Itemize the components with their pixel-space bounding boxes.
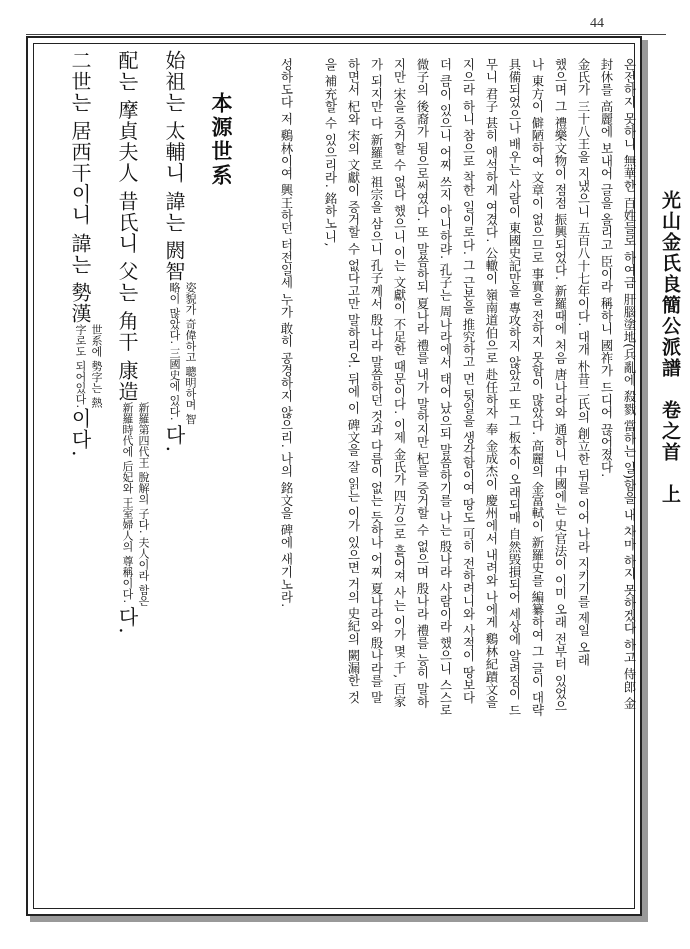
- note-col: 字로도 되어있다.: [74, 324, 87, 409]
- prose-line: 더 큼이 있으니 어찌 쓰지 아니하랴. 孔子는 周나라에서 태어 났으되 말씀하기를 나는 殷나라 사람이라 했으니 스스로: [438, 58, 453, 717]
- note-col: 略이 많았다. 三國史에 있다.: [168, 282, 181, 421]
- note-col: 姿貌가 奇偉하고 聰明하며 智: [184, 282, 197, 425]
- book-title: 光山金氏良簡公派譜 卷之首 上: [659, 190, 681, 505]
- prose-line: 가 되지만 다 新羅로 祖宗을 삼으니 孔子께서 殷나라 말씀하던 것과 다름이 없는 듯하나 어찌 夏나라와 殷나라를 말: [369, 58, 384, 704]
- genealogy-text: 二世는 居西干이니 諱는 勢漢: [68, 50, 92, 325]
- genealogy-ending: 이다.: [68, 408, 92, 458]
- genealogy-ending: 다.: [162, 424, 186, 453]
- note-col: 新羅第四代王 脫解의 子다. 夫人이라 함은: [137, 401, 150, 607]
- prose-line: 나 東方이 僻陋하여 文章이 없으므로 事實을 전하지 못함이 많았다. 高麗의 金富軾이 新羅史를 編纂하여 그 글이 대략: [530, 58, 545, 717]
- prose-line: 金氏가 三十八王을 지냈으니 五百八十七年이다. 대개 朴昔二氏의 創立한 뒤를 이어 나라 지키기를 제일 오래: [576, 58, 591, 667]
- prose-line: 했으며 그 禮樂文物이 점점 振興되었다. 新羅때에 처음 唐나라와 通하니 中國에는 史官法이 이미 오래 전부터 있었으: [553, 58, 568, 713]
- prose-line: 具備되었으나 배우는 사람이 東國史記만을 專攻하지 않았고 또 그 板本이 오래되매 自然毁損되어 세상에 알려짐이 드: [507, 58, 522, 717]
- genealogy-text: 始祖는 太輔니 諱는 閼智: [162, 50, 186, 283]
- genealogy-note: [119, 402, 151, 606]
- page-frame-shadow-bottom: [30, 916, 648, 922]
- prose-line: 을 補充할 수 있으리라. 銘하노니,: [323, 58, 338, 247]
- prose-line: 성하도다 저 鷄林이여 興王하던 터전일세 누가 敢히 공경하지 않으리. 나의 銘文을 碑에 새기노라.: [279, 58, 294, 608]
- section-title: 本源世系: [209, 92, 234, 188]
- header-rule: [26, 34, 666, 35]
- genealogy-line-spouse: [113, 50, 151, 635]
- genealogy-ending: 다.: [115, 606, 139, 635]
- prose-line: 지만 宋을 증거할 수 없다 했으니 이는 文獻이 不足한 때문이다. 이제 金氏가 四方으로 흩어져 사는 이가 몇 千, 百家: [392, 58, 407, 708]
- genealogy-note: [166, 282, 198, 425]
- prose-line: 무니 君子 甚히 애석하게 여겼다. 公轍이 嶺南道伯으로 赴任하자 奉 金成杰이 慶州에서 내려와 나에게 鷄林紀蹟文을: [484, 58, 499, 709]
- genealogy-note: [72, 324, 104, 408]
- prose-line: 지으라 하니 참으로 착한 일이로다. 그 근본을 推究하고 먼 뒷일을 생각함이여 땅도 可히 전하려니와 사적이 땅보다: [461, 58, 476, 704]
- note-col: 新羅時代에 后妃와 王室婦人의 尊稱이다.: [121, 401, 134, 603]
- genealogy-line-founder: [160, 50, 198, 453]
- page-number: 44: [590, 16, 604, 31]
- prose-line: 微子의 後裔가 됨으로써였다. 또 말씀하되 夏나라 禮를 내가 말하지만 杞를 증거할 수 없으며 殷나라 禮를 능히 말하: [415, 58, 430, 708]
- genealogy-text: 配는 摩貞夫人 昔氏니 父는 角干 康造: [115, 50, 139, 402]
- note-col: 世系에 勢字는 熱: [90, 324, 103, 409]
- prose-line: 온전하지 못하니 無華한 百姓들로 하여금 肝腦塗地(兵亂에 殺戮 當하는 일)함을 내 차마 하지 못하겠다 하고 侍郎 金: [622, 58, 637, 710]
- prose-line: 封休를 高麗에 보내어 글을 올리고 臣이라 稱하니 國祚가 드디어 끊어졌다.: [599, 58, 614, 478]
- prose-line: 하면서 杞와 宋의 文獻이 증거할 수 없다고만 말하리오. 뒤에 이 碑文을 잘 읽는 이가 있으면 거의 史紀의 闕漏한 것: [346, 58, 361, 704]
- genealogy-line-second-generation: [66, 50, 104, 457]
